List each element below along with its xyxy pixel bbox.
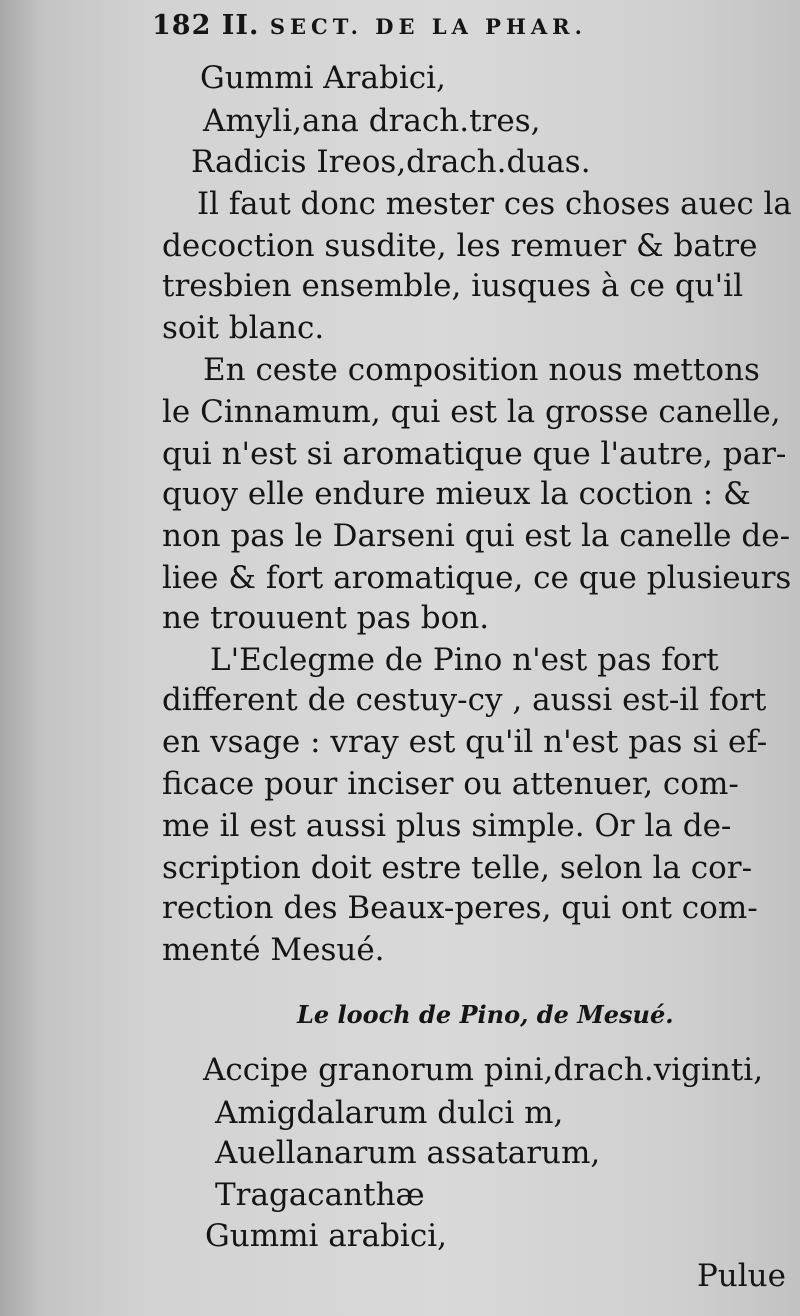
text-line: liee & fort aromatique, ce que plusieurs [162, 560, 792, 596]
text-line: le Cinnamum, qui est la grosse canelle, [162, 394, 781, 430]
text-line: rection des Beaux-peres, qui ont com- [162, 890, 758, 926]
recipe-line: Auellanarum assatarum, [215, 1135, 601, 1171]
recipe-line: Amyli,ana drach.tres, [203, 103, 541, 139]
text-line: different de cestuy-cy , aussi est-il fort [162, 682, 767, 718]
page-number: 182 [152, 10, 212, 41]
section-title: Le looch de Pino, de Mesué. [297, 1000, 674, 1029]
running-header [152, 10, 587, 41]
recipe-line: Accipe granorum pini,drach.viginti, [203, 1052, 764, 1088]
text-line: quoy elle endure mieux la coction : & [162, 476, 751, 512]
text-line: en vsage : vray est qu'il n'est pas si ef- [162, 724, 768, 760]
recipe-line: Amigdalarum dulci m, [215, 1095, 564, 1131]
text-line: En ceste composition nous mettons [203, 352, 760, 388]
text-line: qui n'est si aromatique que l'autre, par- [162, 436, 787, 472]
recipe-line: Radicis Ireos,drach.duas. [191, 144, 591, 180]
text-line: scription doit estre telle, selon la cor- [162, 850, 753, 886]
text-line: tresbien ensemble, iusques à ce qu'il [162, 268, 743, 304]
text-line: soit blanc. [162, 310, 325, 346]
text-line: ficace pour inciser ou attenuer, com- [162, 766, 739, 802]
gutter-shadow [0, 0, 40, 1316]
recipe-line: Gummi arabici, [205, 1218, 447, 1254]
recipe-line: Tragacanthæ [215, 1177, 425, 1213]
text-line: menté Mesué. [162, 932, 385, 968]
text-line: non pas le Darseni qui est la canelle de- [162, 518, 791, 554]
catchword: Pulue [696, 1258, 786, 1294]
running-title: SECT. DE LA PHAR. [269, 14, 587, 39]
text-line: L'Eclegme de Pino n'est pas fort [210, 642, 719, 678]
text-line: ne trouuent pas bon. [162, 600, 490, 636]
recipe-line: Gummi Arabici, [200, 60, 446, 96]
text-line: Il faut donc mester ces choses auec la [197, 186, 792, 222]
section-roman: II. [221, 10, 260, 41]
text-line: me il est aussi plus simple. Or la de- [162, 808, 732, 844]
text-line: decoction susdite, les remuer & batre [162, 228, 758, 264]
